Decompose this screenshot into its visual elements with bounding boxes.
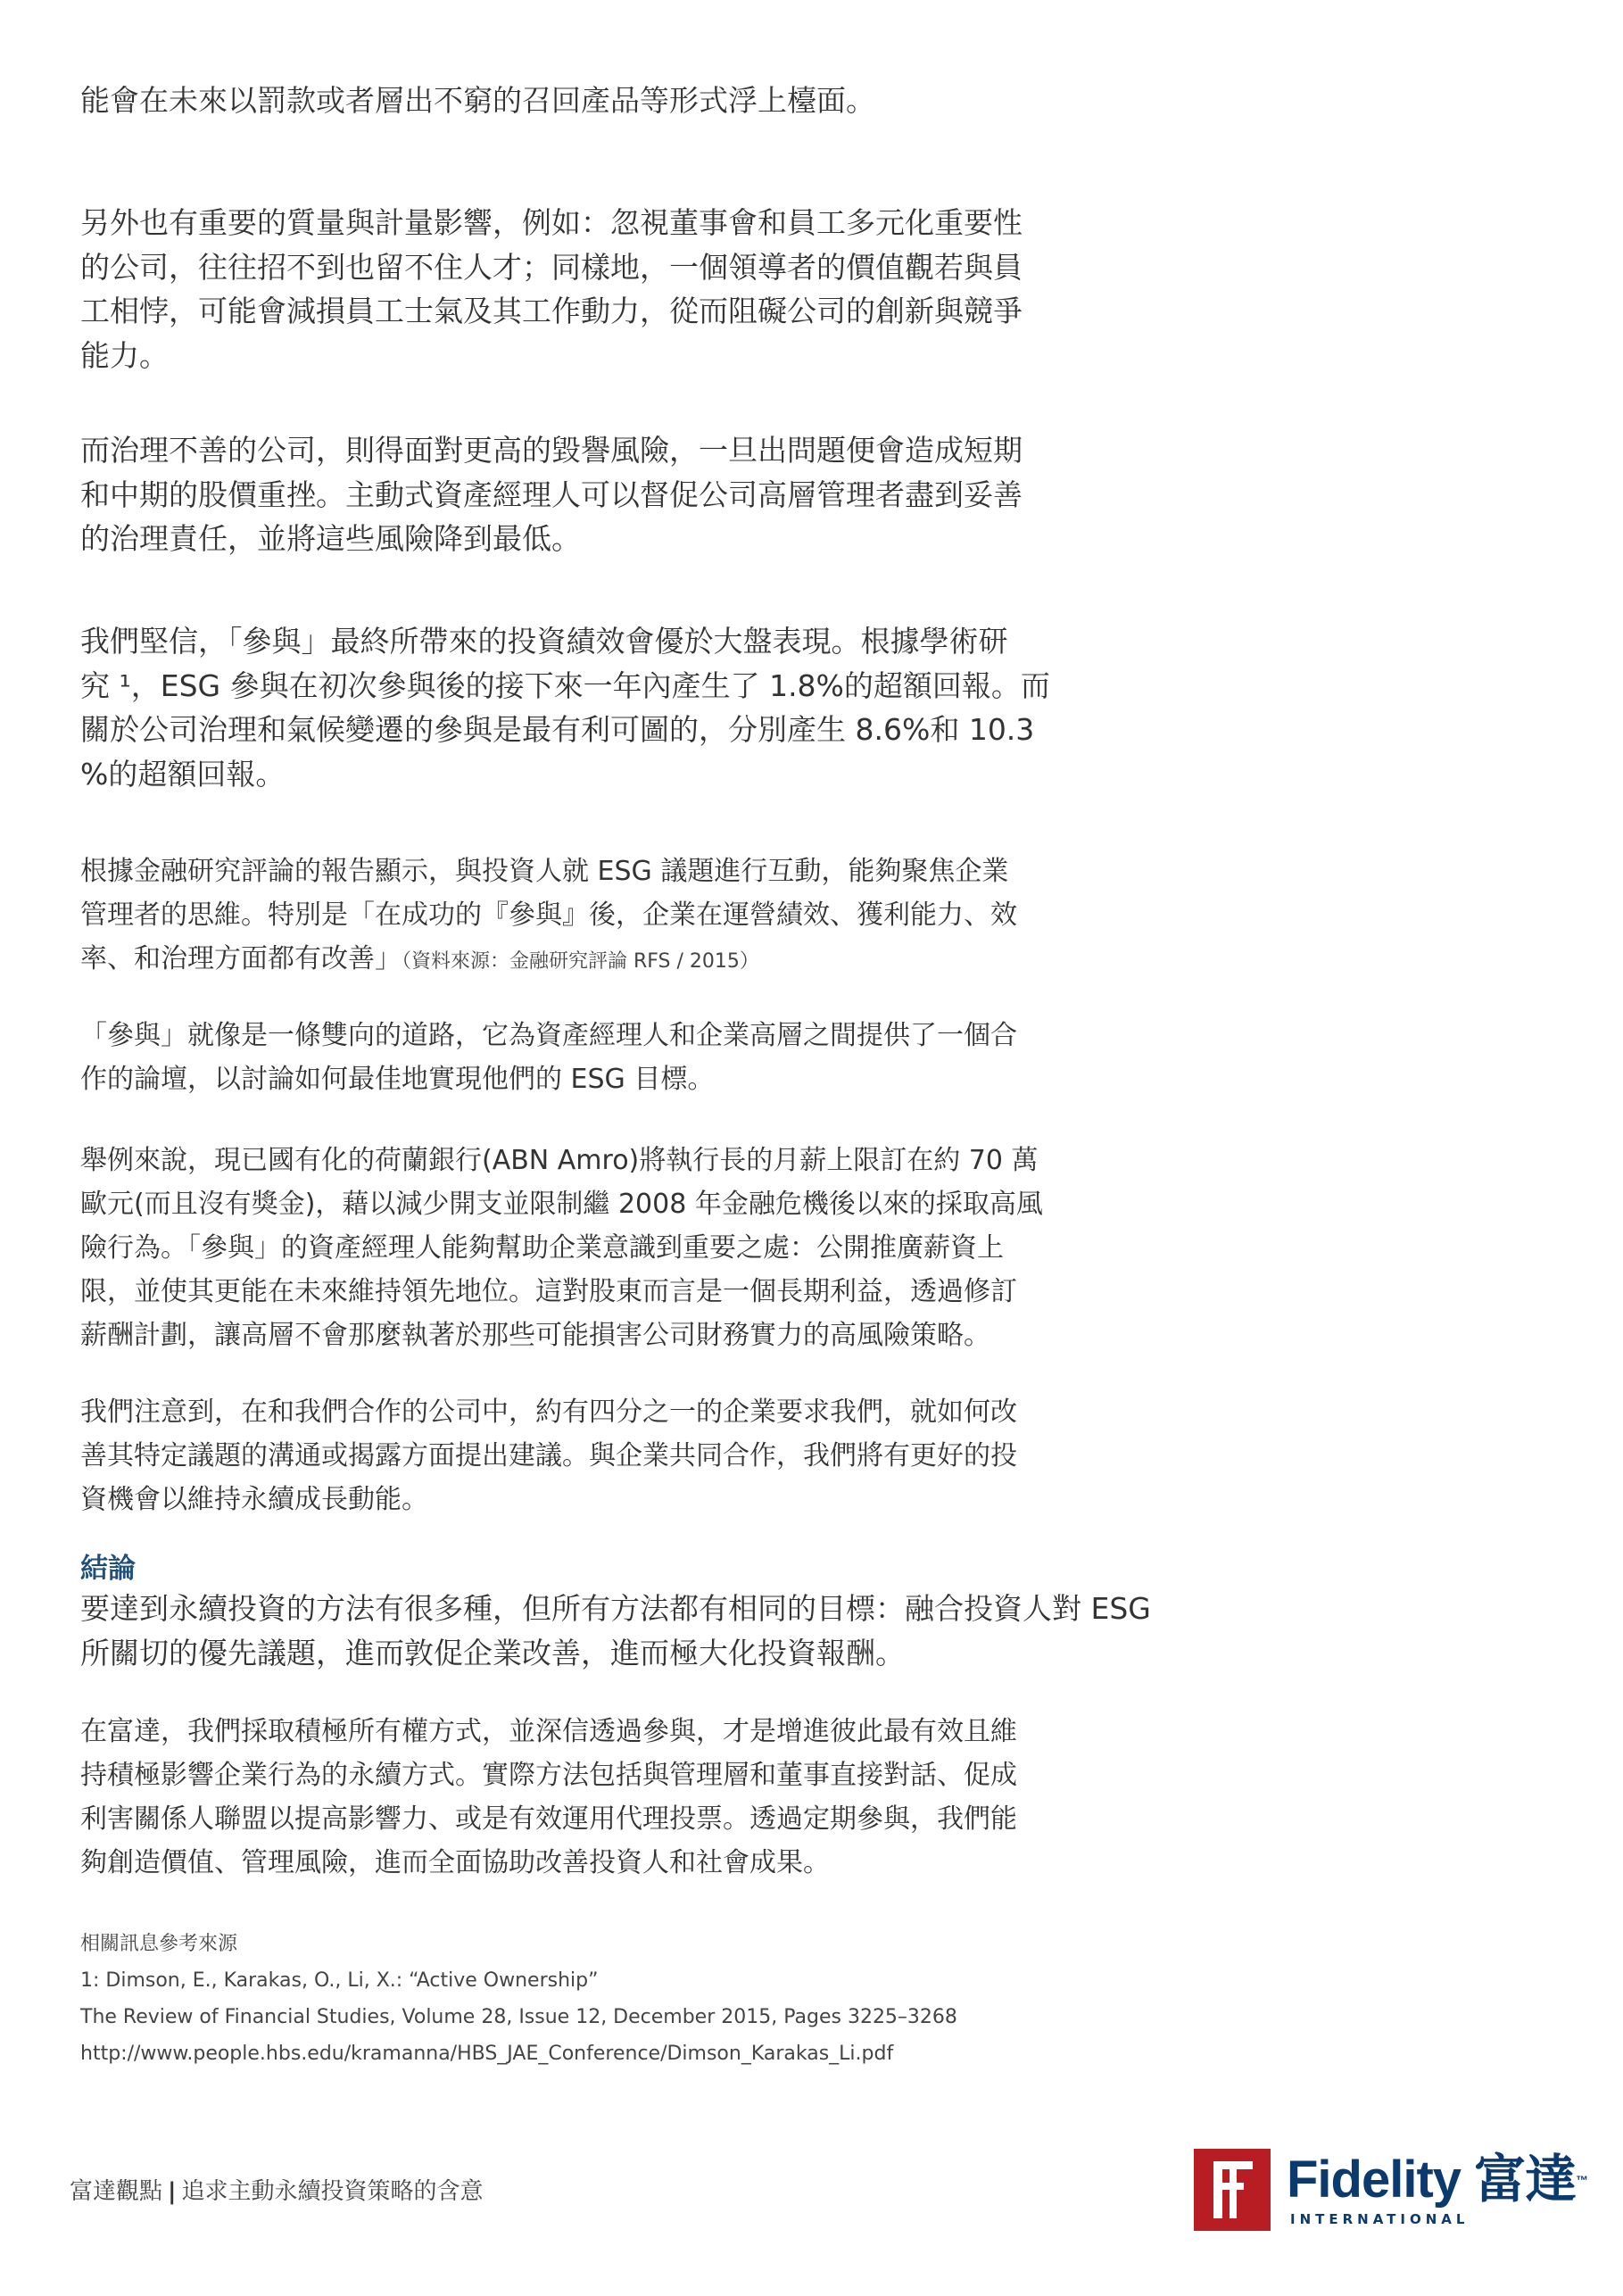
text-line: 夠創造價值、管理風險，進而全面協助改善投資人和社會成果。 — [80, 1847, 830, 1878]
paragraph — [80, 619, 1178, 796]
text-line: 關於公司治理和氣候變遷的參與是最有利可圖的，分別產生 8.6%和 10.3 — [80, 712, 1035, 747]
text-line: 我們堅信，「參與」最終所帶來的投資績效會優於大盤表現。根據學術研 — [80, 624, 1008, 659]
footer-title — [70, 2173, 484, 2206]
fidelity-logo — [1194, 2149, 1588, 2234]
text-line: 究 ¹，ESG 參與在初次參與後的接下來一年內產生了 1.8%的超額回報。而 — [80, 667, 1050, 703]
text-line: 根據金融研究評論的報告顯示，與投資人就 ESG 議題進行互動，能夠聚焦企業 — [80, 856, 1009, 887]
logo-chinese: 富達 — [1474, 2151, 1577, 2209]
text-line: 善其特定議題的溝通或揭露方面提出建議。與企業共同合作，我們將有更好的投 — [80, 1440, 1017, 1471]
text-line — [80, 937, 1178, 983]
text-line: 我們注意到，在和我們合作的公司中，約有四分之一的企業要求我們，就如何改 — [80, 1397, 1017, 1428]
paragraph — [80, 79, 1178, 123]
text-line: 險行為。「參與」的資產經理人能夠幫助企業意識到重要之處：公開推廣薪資上 — [80, 1232, 1004, 1264]
references — [80, 1926, 957, 2072]
text-line: 要達到永續投資的方法有很多種，但所有方法都有相同的目標：融合投資人對 ESG — [80, 1591, 1151, 1626]
reference-item: The Review of Financial Studies, Volume 28, Issue 12, December 2015, Pages 3225–3268 — [80, 2006, 957, 2028]
paragraph — [80, 1710, 1178, 1885]
paragraph — [80, 1587, 1178, 1675]
text-line: 而治理不善的公司，則得面對更高的毀譽風險，一旦出問題便會造成短期 — [80, 433, 1023, 468]
footer-series: 富達觀點 — [70, 2178, 163, 2205]
paragraph — [80, 428, 1178, 561]
text-line: 限，並使其更能在未來維持領先地位。這對股東而言是一個長期利益，透過修訂 — [80, 1276, 1017, 1307]
logo-tm: ™ — [1576, 2173, 1588, 2187]
text-line: 能力。 — [80, 337, 169, 373]
references-title: 相關訊息參考來源 — [80, 1933, 238, 1955]
text-line: 的治理責任，並將這些風險降到最低。 — [80, 521, 581, 556]
text-line: 歐元(而且沒有獎金)，藉以減少開支並限制繼 2008 年金融危機後以來的採取高風 — [80, 1189, 1043, 1220]
text-line: 資機會以維持永續成長動能。 — [80, 1484, 428, 1515]
reference-item: 1: Dimson, E., Karakas, O., Li, X.: “Active Ownership” — [80, 1969, 599, 1992]
logo-word: Fidelity — [1287, 2151, 1462, 2209]
text-line: 的公司，往往招不到也留不住人才；同樣地，一個領導者的價值觀若與員 — [80, 249, 1023, 285]
text-line: 在富達，我們採取積極所有權方式，並深信透過參與，才是增進彼此最有效且維 — [80, 1716, 1017, 1747]
text-line: 管理者的思維。特別是「在成功的『參與』後，企業在運營績效、獲利能力、效 — [80, 899, 1017, 931]
paragraph — [80, 850, 1178, 983]
source-note: （資料來源：金融研究評論 RFS / 2015） — [402, 950, 759, 973]
text-line: 另外也有重要的質量與計量影響，例如：忽視董事會和員工多元化重要性 — [80, 205, 1023, 240]
text-line: 「參與」就像是一條雙向的道路，它為資產經理人和企業高層之間提供了一個合 — [80, 1020, 1017, 1051]
logo-subtitle: INTERNATIONAL — [1290, 2211, 1470, 2227]
text-line: 能會在未來以罰款或者層出不窮的召回產品等形式浮上檯面。 — [80, 83, 875, 118]
text-line: 持積極影響企業行為的永續方式。實際方法包括與管理層和董事直接對話、促成 — [80, 1760, 1017, 1791]
fidelity-logo-mark-icon — [1194, 2149, 1271, 2231]
text-line: 薪酬計劃，讓高層不會那麼執著於那些可能損害公司財務實力的高風險策略。 — [80, 1320, 990, 1351]
text-line: %的超額回報。 — [80, 756, 286, 792]
text-line: 和中期的股價重挫。主動式資產經理人可以督促公司高層管理者盡到妥善 — [80, 477, 1023, 512]
text-line: 舉例來說，現已國有化的荷蘭銀行(ABN Amro)將執行長的月薪上限訂在約 70 萬 — [80, 1145, 1039, 1176]
text-line: 利害關係人聯盟以提高影響力、或是有效運用代理投票。透過定期參與，我們能 — [80, 1803, 1017, 1835]
section-heading: 結論 — [80, 1553, 136, 1585]
fidelity-mark-icon — [1194, 2149, 1271, 2231]
paragraph — [80, 1139, 1178, 1357]
footer-separator: | — [168, 2178, 177, 2205]
paragraph — [80, 1390, 1178, 1521]
text-line: 工相悖，可能會減損員工士氣及其工作動力，從而阻礙公司的創新與競爭 — [80, 294, 1023, 328]
paragraph — [80, 1014, 1178, 1101]
text-segment: 率、和治理方面都有改善」 — [80, 943, 402, 974]
text-line: 所關切的優先議題，進而敦促企業改善，進而極大化投資報酬。 — [80, 1635, 905, 1670]
reference-link[interactable]: http://www.people.hbs.edu/kramanna/HBS_JAE_Conference/Dimson_Karakas_Li.pdf — [80, 2043, 894, 2065]
logo-wordmark — [1287, 2149, 1587, 2211]
paragraph — [80, 201, 1178, 377]
footer-doc-title: 追求主動永續投資策略的含意 — [181, 2178, 484, 2205]
text-line: 作的論壇，以討論如何最佳地實現他們的 ESG 目標。 — [80, 1064, 715, 1095]
